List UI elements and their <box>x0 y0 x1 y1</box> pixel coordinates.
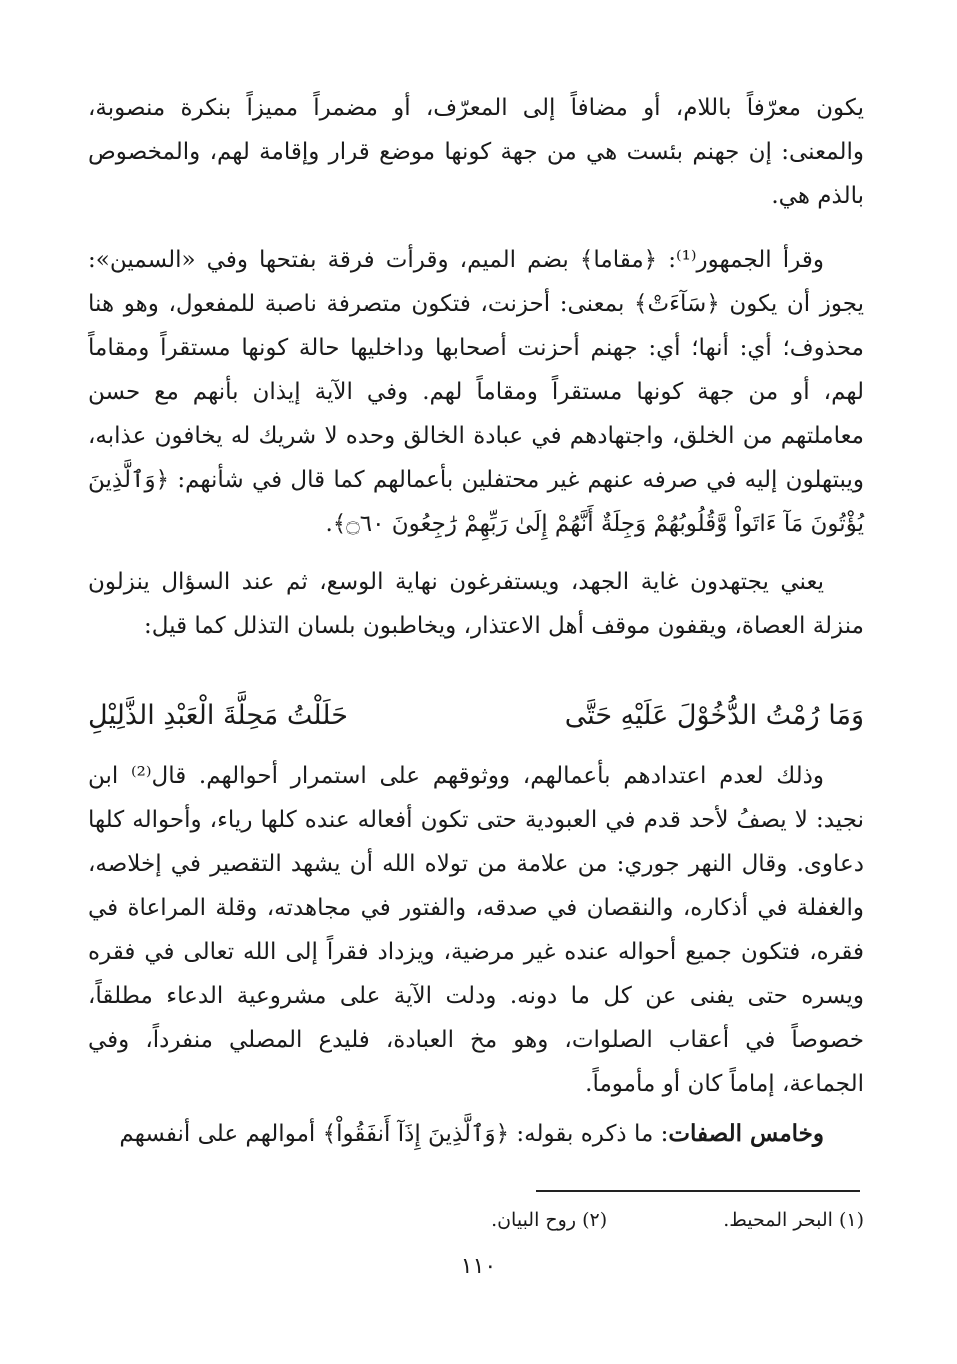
paragraph-3 <box>88 560 864 648</box>
footnote-2: (٢) روح البيان. <box>491 1209 608 1231</box>
paragraph-2-text: وقرأ الجمهور⁽¹⁾: ﴿مقاما﴾ بضم الميم، وقرأت فرقة بفتحها وفي «السمين»: يجوز أن يكون ﴿سَآءَتْ﴾ بمعنى: أحزنت، فتكون متصرفة ناصبة للمفعول، وهو هنا محذوف؛ أي: أنها؛ أي: جهنم أحزنت أصحابها وداخليها حالة كونها مستقراً ومقاماً لهم، أو من جهة كونها مستقراً ومقاماً لهم. وفي الآية إيذان بأنهم مع حسن معاملتهم من الخلق، واجتهادهم في عبادة الخالق وحده لا شريك له يخافون عذابه، ويبتهلون إليه في صرفه عنهم غير محتفلين بأعمالهم كما قال في شأنهم: ﴿وَٱلَّذِينَ يُؤْتُونَ مَآ ءَاتَواْ وَّقُلُوبُهُمْ وَجِلَةٌ أَنَّهُمْ إِلَىٰ رَبِّهِمْ رَٰجِعُونَ ۝٦٠﴾. <box>88 247 864 537</box>
paragraph-1-text: يكون معرّفاً باللام، أو مضافاً إلى المعرّف، أو مضمراً مميزاً بنكرة منصوبة، والمعنى: إن جهنم بئست هي من جهة كونها موضع قرار وإقامة لهم، والمخصوص بالذم هي. <box>88 95 864 209</box>
footnotes <box>88 1203 864 1237</box>
paragraph-4-text: وذلك لعدم اعتدادهم بأعمالهم، ووثوقهم على استمرار أحوالهم. قال⁽²⁾ ابن نجيد: لا يصفُ لأحد قدم في العبودية حتى تكون أفعاله عنده كلها رياء، وأحواله كلها دعاوى. وقال النهر جوري: من علامة من تولاه الله أن يشهد التقصير في إخلاصه، والغفلة في أذكاره، والنقصان في صدقه، والفتور في مجاهدته، وقلة المراعاة في فقره، فتكون جميع أحواله عنده غير مرضية، ويزداد فقراً إلى الله تعالى في فقره ويسره حتى يفنى عن كل ما دونه. ودلت الآية على مشروعية الدعاء مطلقاً، خصوصاً في أعقاب الصلوات، وهو مخ العبادة، فليدع المصلي منفرداً، وفي الجماعة، إماماً كان أو مأموماً. <box>88 763 864 1097</box>
poem-second-hemistich: حَلَلْتُ مَحِلَّةَ الْعَبْدِ الذَّلِيْلِ <box>88 700 348 731</box>
poem-first-hemistich: وَمَا رُمْتُ الدُّخُوْلَ عَلَيْهِ حَتَّى <box>564 700 864 731</box>
paragraph-4 <box>88 754 864 1106</box>
poem-verse <box>88 690 864 742</box>
paragraph-2 <box>88 238 864 546</box>
paragraph-5-text: : ما ذكره بقوله: ﴿وَٱلَّذِينَ إِذَآ أَنفَقُواْ﴾ أموالهم على أنفسهم <box>119 1121 669 1147</box>
paragraph-3-text: يعني يجتهدون غاية الجهد، ويستفرغون نهاية الوسع، ثم عند السؤال ينزلون منزلة العصاة، ويقفون موقف أهل الاعتذار، ويخاطبون بلسان التذلل كما قيل: <box>88 569 864 639</box>
paragraph-5 <box>88 1112 864 1156</box>
footnote-1: (١) البحر المحيط. <box>723 1209 864 1231</box>
footnote-divider <box>536 1190 860 1192</box>
page-number: ١١٠ <box>460 1254 497 1279</box>
paragraph-1 <box>88 86 864 218</box>
section-heading: وخامس الصفات <box>668 1120 824 1147</box>
